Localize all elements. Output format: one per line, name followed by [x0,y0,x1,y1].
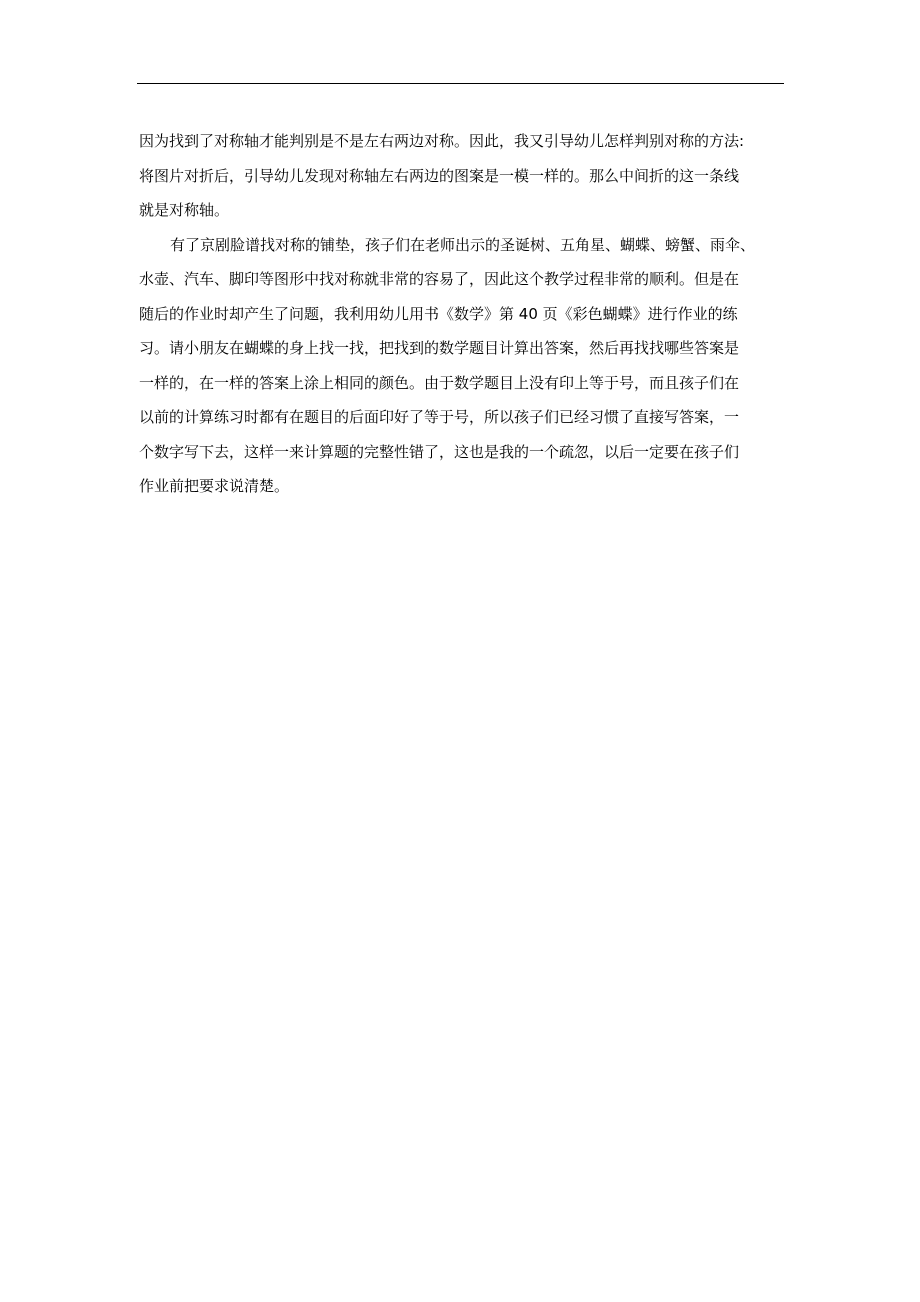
text-line: 将图片对折后，引导幼儿发现对称轴左右两边的图案是一模一样的。那么中间折的这一条线 [139,166,740,185]
text-line: 一样的，在一样的答案上涂上相同的颜色。由于数学题目上没有印上等于号，而且孩子们在 [139,373,740,392]
text-line: 因为找到了对称轴才能判别是不是左右两边对称。因此，我又引导幼儿怎样判别对称的方法: [139,132,745,150]
text-line: 个数字写下去，这样一来计算题的完整性错了，这也是我的一个疏忽，以后一定要在孩子们 [139,442,740,461]
text-line: 以前的计算练习时都有在题目的后面印好了等于号，所以孩子们已经习惯了直接写答案，一 [139,408,740,426]
text-line: 有了京剧脸谱找对称的铺垫，孩子们在老师出示的圣诞树、五角星、蝴蝶、螃蟹、雨伞、 [170,235,756,254]
text-line: 就是对称轴。 [139,201,230,219]
text-line: 作业前把要求说清楚。 [139,477,290,495]
text-line: 习。请小朋友在蝴蝶的身上找一找，把找到的数学题目计算出答案，然后再找找哪些答案是 [139,339,740,357]
header-rule [137,83,784,84]
paragraph-1 [139,124,799,228]
paragraph-2 [139,228,799,504]
document-body [139,124,799,504]
text-line: 随后的作业时却产生了问题，我利用幼儿用书《数学》第 40 页《彩色蝴蝶》进行作业的练 [139,304,738,323]
text-line: 水壶、汽车、脚印等图形中找对称就非常的容易了，因此这个教学过程非常的顺利。但是在 [139,270,740,288]
